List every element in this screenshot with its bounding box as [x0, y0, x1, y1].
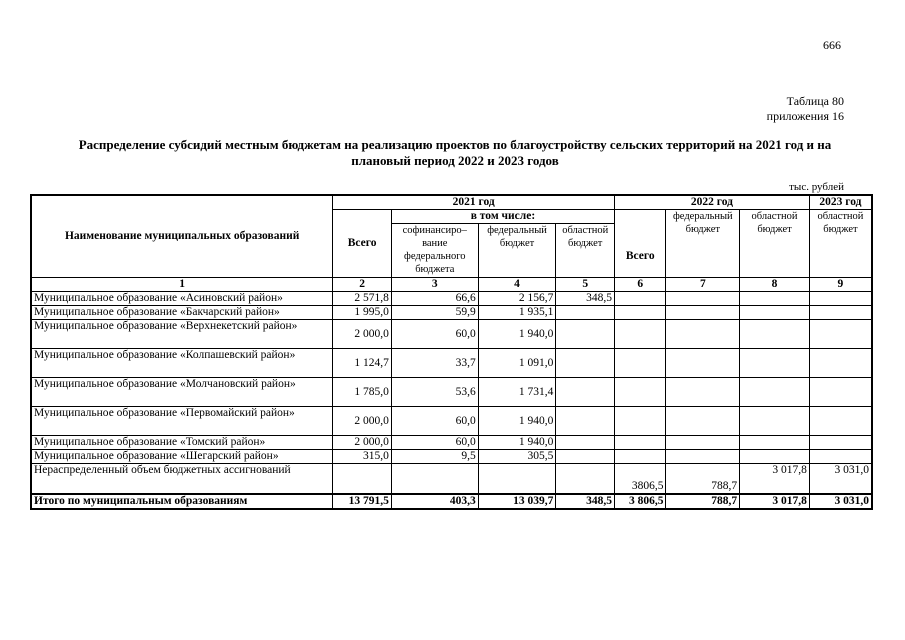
value-cell — [666, 378, 740, 407]
value-cell — [556, 464, 615, 494]
value-cell — [556, 378, 615, 407]
value-cell — [740, 378, 810, 407]
table-reference — [767, 94, 844, 124]
total-value-cell: 3 806,5 — [615, 494, 666, 509]
municipality-name: Муниципальное образование «Шегарский район» — [31, 450, 333, 464]
value-cell — [666, 407, 740, 436]
value-cell: 2 000,0 — [333, 320, 392, 349]
header-federal-2021: федеральный бюджет — [478, 224, 556, 278]
municipality-name: Нераспределенный объем бюджетных ассигнований — [31, 464, 333, 494]
value-cell — [740, 407, 810, 436]
value-cell — [556, 407, 615, 436]
table-row — [31, 320, 872, 349]
total-value-cell: 788,7 — [666, 494, 740, 509]
header-total-2021: Всего — [333, 210, 392, 278]
value-cell: 60,0 — [391, 407, 478, 436]
value-cell — [666, 292, 740, 306]
value-cell — [333, 464, 392, 494]
value-cell — [615, 306, 666, 320]
value-cell: 1 995,0 — [333, 306, 392, 320]
value-cell — [809, 450, 872, 464]
value-cell: 1 940,0 — [478, 436, 556, 450]
value-cell — [809, 436, 872, 450]
value-cell: 1 940,0 — [478, 407, 556, 436]
value-cell: 348,5 — [556, 292, 615, 306]
value-cell — [809, 407, 872, 436]
value-cell — [615, 378, 666, 407]
table-row — [31, 464, 872, 494]
value-cell: 3 017,8 — [740, 464, 810, 494]
value-cell: 2 571,8 — [333, 292, 392, 306]
column-index: 3 — [391, 278, 478, 292]
value-cell — [666, 450, 740, 464]
header-regional-2021: областной бюджет — [556, 224, 615, 278]
header-including: в том числе: — [391, 210, 614, 224]
value-cell — [556, 450, 615, 464]
value-cell: 60,0 — [391, 320, 478, 349]
value-cell — [556, 436, 615, 450]
municipality-name: Муниципальное образование «Верхнекетский район» — [31, 320, 333, 349]
header-name: Наименование муниципальных образований — [31, 195, 333, 278]
value-cell — [615, 407, 666, 436]
total-value-cell: 13 791,5 — [333, 494, 392, 509]
value-cell — [666, 436, 740, 450]
total-value-cell: 13 039,7 — [478, 494, 556, 509]
total-value-cell: 3 031,0 — [809, 494, 872, 509]
value-cell: 2 156,7 — [478, 292, 556, 306]
municipality-name: Муниципальное образование «Томский район» — [31, 436, 333, 450]
column-index: 5 — [556, 278, 615, 292]
value-cell: 33,7 — [391, 349, 478, 378]
value-cell: 1 124,7 — [333, 349, 392, 378]
header-federal-2022: федеральный бюджет — [666, 210, 740, 278]
value-cell: 3806,5 — [615, 464, 666, 494]
value-cell: 59,9 — [391, 306, 478, 320]
table-row — [31, 436, 872, 450]
table-row — [31, 306, 872, 320]
value-cell: 3 031,0 — [809, 464, 872, 494]
column-index: 9 — [809, 278, 872, 292]
total-value-cell: 403,3 — [391, 494, 478, 509]
value-cell — [666, 306, 740, 320]
subsidy-table — [30, 194, 873, 510]
value-cell — [615, 292, 666, 306]
table-row — [31, 378, 872, 407]
total-row — [31, 494, 872, 509]
value-cell — [809, 349, 872, 378]
column-index: 8 — [740, 278, 810, 292]
value-cell — [740, 436, 810, 450]
value-cell: 315,0 — [333, 450, 392, 464]
value-cell — [615, 436, 666, 450]
value-cell — [740, 292, 810, 306]
value-cell: 66,6 — [391, 292, 478, 306]
value-cell — [556, 349, 615, 378]
column-index: 7 — [666, 278, 740, 292]
table-number: Таблица 80 — [786, 94, 844, 108]
value-cell — [740, 450, 810, 464]
table-row — [31, 407, 872, 436]
value-cell: 1 091,0 — [478, 349, 556, 378]
total-value-cell: 3 017,8 — [740, 494, 810, 509]
municipality-name: Муниципальное образование «Первомайский район» — [31, 407, 333, 436]
table-row — [31, 292, 872, 306]
header-total-2022: Всего — [615, 210, 666, 278]
document-title: Распределение субсидий местным бюджетам на реализацию проектов по благоустройству сельских территорий на 2021 год и на плановый период 2022 и 2023 годов — [78, 137, 832, 168]
column-index: 4 — [478, 278, 556, 292]
table-row — [31, 349, 872, 378]
page-number: 666 — [823, 38, 841, 52]
column-index: 1 — [31, 278, 333, 292]
header-2023: 2023 год — [809, 195, 872, 210]
header-cofinancing: софинансиро–вание федерального бюджета — [391, 224, 478, 278]
value-cell: 2 000,0 — [333, 436, 392, 450]
table-row — [31, 450, 872, 464]
value-cell — [556, 320, 615, 349]
units-label: тыс. рублей — [789, 181, 844, 193]
value-cell: 1 785,0 — [333, 378, 392, 407]
value-cell: 53,6 — [391, 378, 478, 407]
municipality-name: Муниципальное образование «Колпашевский район» — [31, 349, 333, 378]
value-cell — [809, 306, 872, 320]
value-cell — [666, 349, 740, 378]
header-regional-2023: областной бюджет — [809, 210, 872, 278]
value-cell — [556, 306, 615, 320]
municipality-name: Муниципальное образование «Молчановский район» — [31, 378, 333, 407]
value-cell — [391, 464, 478, 494]
value-cell — [615, 349, 666, 378]
column-index: 6 — [615, 278, 666, 292]
value-cell — [809, 320, 872, 349]
header-2022: 2022 год — [615, 195, 810, 210]
total-label: Итого по муниципальным образованиям — [31, 494, 333, 509]
value-cell — [666, 320, 740, 349]
value-cell — [809, 292, 872, 306]
value-cell — [615, 320, 666, 349]
value-cell: 305,5 — [478, 450, 556, 464]
value-cell: 2 000,0 — [333, 407, 392, 436]
header-regional-2022: областной бюджет — [740, 210, 810, 278]
value-cell — [615, 450, 666, 464]
column-index: 2 — [333, 278, 392, 292]
value-cell — [740, 320, 810, 349]
value-cell: 9,5 — [391, 450, 478, 464]
value-cell: 60,0 — [391, 436, 478, 450]
value-cell — [740, 306, 810, 320]
value-cell: 788,7 — [666, 464, 740, 494]
value-cell: 1 935,1 — [478, 306, 556, 320]
value-cell — [478, 464, 556, 494]
municipality-name: Муниципальное образование «Асиновский район» — [31, 292, 333, 306]
municipality-name: Муниципальное образование «Бакчарский район» — [31, 306, 333, 320]
value-cell: 1 940,0 — [478, 320, 556, 349]
value-cell — [740, 349, 810, 378]
total-value-cell: 348,5 — [556, 494, 615, 509]
value-cell — [809, 378, 872, 407]
appendix-number: приложения 16 — [766, 109, 844, 123]
header-2021: 2021 год — [333, 195, 615, 210]
value-cell: 1 731,4 — [478, 378, 556, 407]
